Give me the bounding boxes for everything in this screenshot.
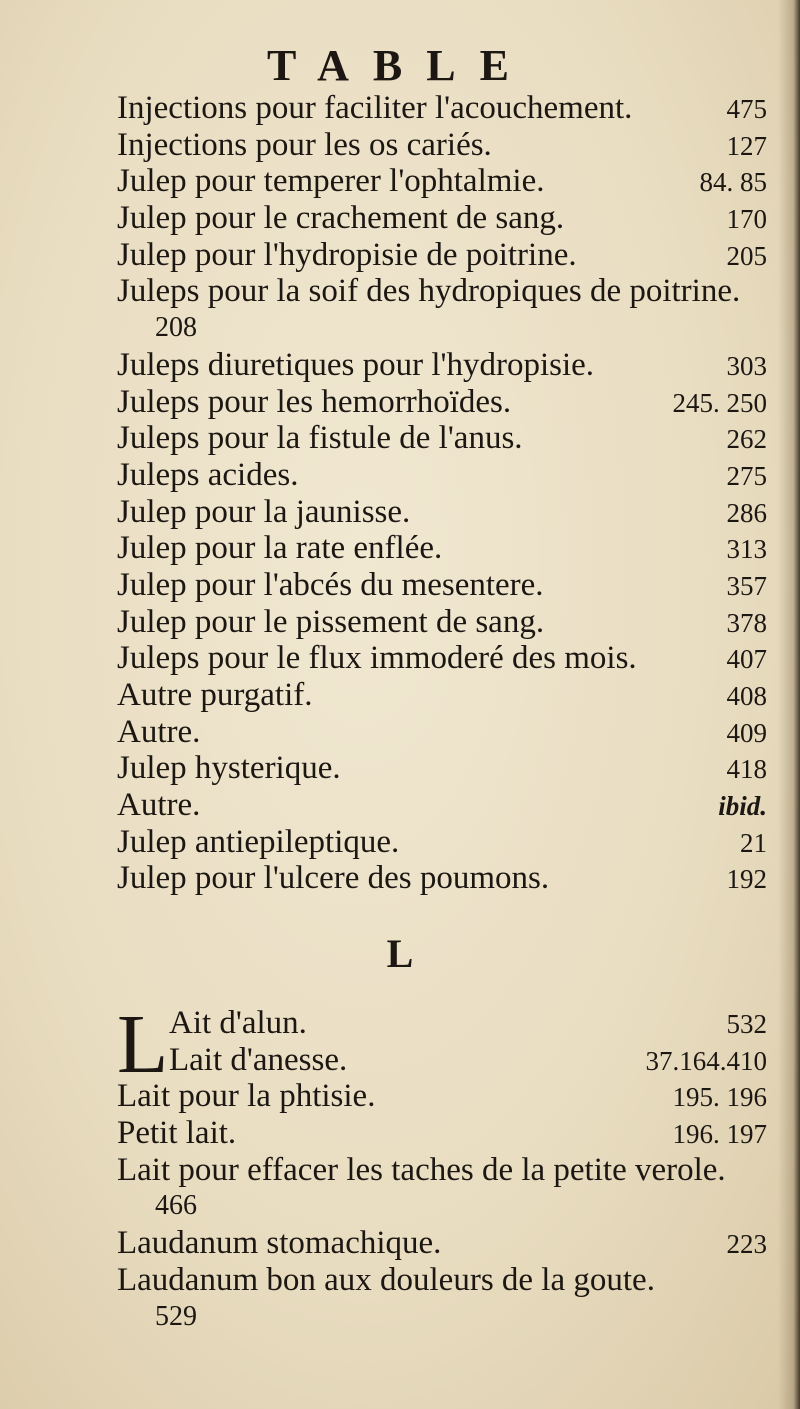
index-entry [117, 677, 767, 714]
entry-text: Laudanum bon aux douleurs de la goute. [117, 1261, 655, 1298]
entry-text: Julep antiepileptique. [117, 823, 400, 860]
entry-text: Julep pour l'ulcere des poumons. [117, 860, 550, 897]
entry-text: Julep pour le pissement de sang. [117, 603, 545, 640]
entry-page-number: ibid. [718, 791, 767, 822]
entry-text: Julep pour la jaunisse. [117, 493, 411, 530]
entry-text: Juleps pour les hemorrhoïdes. [117, 383, 512, 420]
index-entry [117, 1005, 767, 1042]
index-entry [117, 1115, 767, 1152]
index-entry [117, 530, 767, 567]
entry-page-number: 275 [726, 460, 767, 491]
page-edge-shadow [778, 0, 800, 1409]
entry-page-number: 245. 250 [672, 387, 767, 418]
entry-text: Julep hysterique. [117, 750, 341, 787]
entry-page-number: 407 [726, 644, 767, 675]
entry-text: Autre purgatif. [117, 677, 313, 713]
entry-page-number: 262 [726, 424, 767, 455]
index-entry [117, 273, 767, 310]
entry-page-number: 127 [726, 130, 767, 161]
page-header-title: TABLE [267, 41, 533, 90]
entry-page-number: 357 [726, 570, 767, 601]
index-entry [117, 787, 767, 824]
index-entry [117, 347, 767, 384]
index-entry [117, 90, 767, 127]
entry-page-number: 205 [726, 240, 767, 271]
index-entry [117, 457, 767, 494]
entry-text: Injections pour faciliter l'acouchement. [117, 90, 633, 126]
entry-text: Laudanum stomachique. [117, 1225, 442, 1262]
entry-page-number: 408 [726, 681, 767, 711]
index-entry [117, 384, 767, 421]
index-entry [117, 714, 767, 751]
entry-text: Julep pour l'hydropisie de poitrine. [117, 236, 577, 273]
dropcap-block [117, 998, 767, 1091]
index-entry [117, 1042, 767, 1079]
entry-page-number: 378 [726, 607, 767, 638]
entry-page-number: 286 [726, 497, 767, 528]
entry-page-number: 192 [726, 864, 767, 895]
entry-text: Juleps pour la soif des hydropiques de poitrine. [117, 273, 741, 310]
entry-text: Juleps acides. [117, 456, 299, 493]
entry-text: Injections pour les os cariés. [117, 126, 492, 163]
entry-page-number: 303 [726, 350, 767, 381]
entry-page-number: 532 [726, 1009, 767, 1039]
entry-text: Juleps pour le flux immoderé des mois. [117, 640, 637, 677]
entry-text: Ait d'alun. [169, 1005, 307, 1041]
index-entry [117, 604, 767, 641]
entry-text: Autre. [117, 787, 201, 824]
entry-continuation: 466 [155, 1190, 197, 1222]
entry-page-number: 223 [726, 1229, 767, 1260]
index-entry [117, 1225, 767, 1262]
index-entry [117, 127, 767, 164]
entry-page-number: 196. 197 [672, 1119, 767, 1150]
entry-text: Julep pour temperer l'ophtalmie. [117, 163, 545, 200]
index-entry [117, 860, 767, 897]
entry-page-number: 475 [726, 94, 767, 124]
index-entry [117, 420, 767, 457]
index-entry [117, 824, 767, 861]
entry-page-number: 195. 196 [672, 1082, 767, 1113]
entry-text: Julep pour la rate enflée. [117, 530, 443, 567]
index-entry [117, 200, 767, 237]
dropcap-letter: L [117, 998, 169, 1091]
entry-page-number: 170 [726, 204, 767, 235]
entry-page-number: 418 [726, 754, 767, 785]
entry-text: Juleps pour la fistule de l'anus. [117, 420, 523, 457]
index-entry [117, 640, 767, 677]
entry-text: Lait d'anesse. [169, 1041, 348, 1078]
index-entry [117, 163, 767, 200]
entry-page-number: 313 [726, 534, 767, 565]
index-entries-l [117, 998, 767, 1335]
index-entry [117, 1078, 767, 1115]
entry-continuation: 529 [155, 1300, 197, 1332]
index-entry [117, 1262, 767, 1299]
entry-text: Lait pour effacer les taches de la petite verole. [117, 1151, 726, 1188]
index-entry [117, 237, 767, 274]
index-entry [117, 567, 767, 604]
entry-page-number: 84. 85 [699, 167, 767, 198]
section-letter: L [386, 931, 414, 976]
entry-page-number: 21 [740, 827, 767, 858]
index-entry [117, 1152, 767, 1189]
entry-page-number: 37.164.410 [645, 1045, 767, 1076]
entry-text: Lait pour la phtisie. [117, 1078, 376, 1115]
index-entries [117, 90, 767, 897]
entry-text: Autre. [117, 713, 201, 750]
entry-page-number: 409 [726, 717, 767, 748]
entry-text: Julep pour le crachement de sang. [117, 200, 565, 237]
entry-text: Julep pour l'abcés du mesentere. [117, 566, 544, 603]
entry-text: Juleps diuretiques pour l'hydropisie. [117, 346, 595, 383]
index-entry [117, 750, 767, 787]
entry-text: Petit lait. [117, 1115, 237, 1152]
index-entry [117, 494, 767, 531]
entry-continuation: 208 [155, 312, 197, 344]
